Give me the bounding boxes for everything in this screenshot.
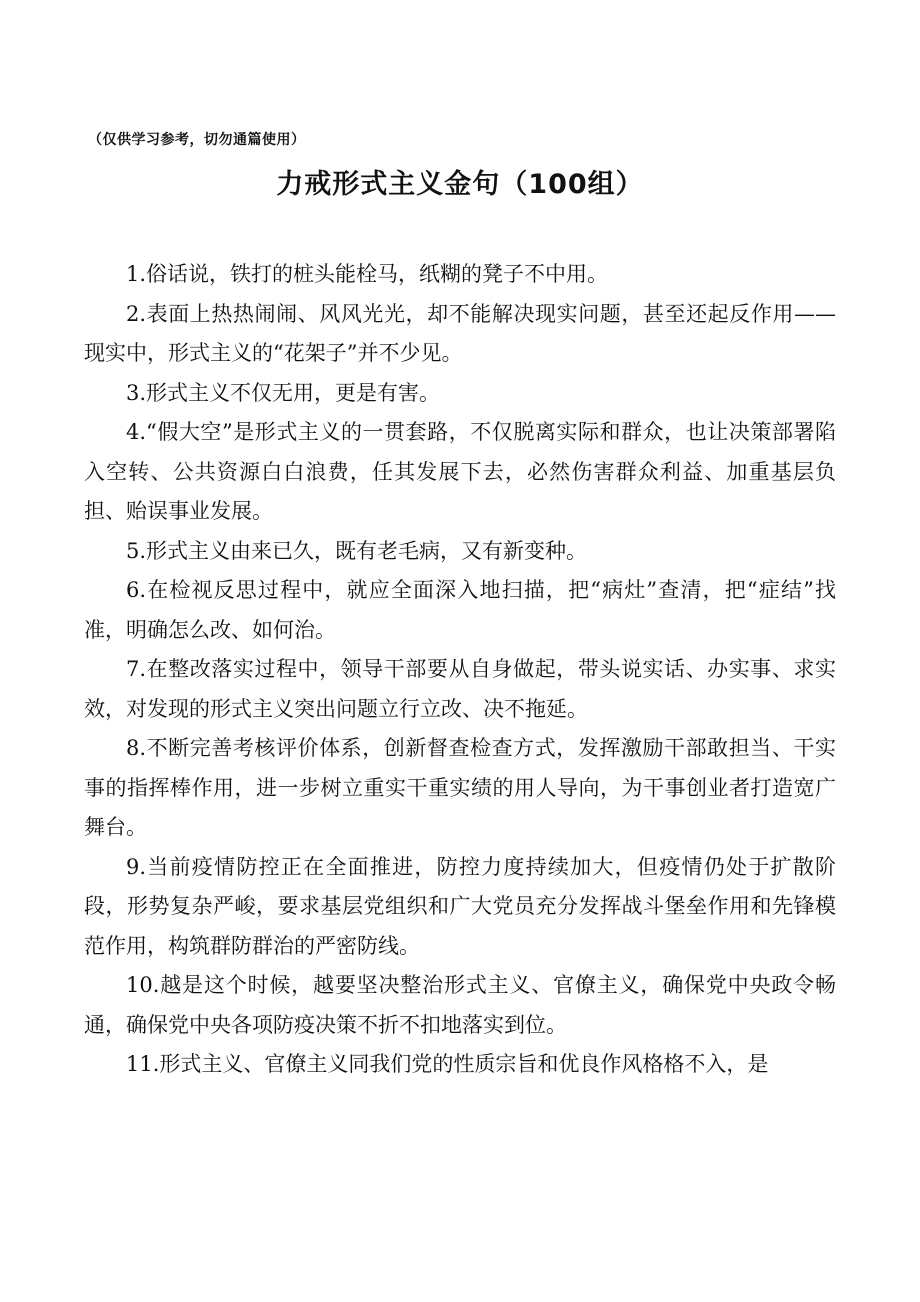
paragraph: 8.不断完善考核评价体系，创新督查检查方式，发挥激励干部敢担当、干实事的指挥棒作用，进一步树立重实干重实绩的用人导向，为干事创业者打造宽广舞台。 — [84, 736, 836, 839]
paragraph: 3.形式主义不仅无用，更是有害。 — [126, 380, 441, 405]
paragraph: 7.在整改落实过程中，领导干部要从自身做起，带头说实话、办实事、求实效，对发现的形式主义突出问题立行立改、决不拖延。 — [84, 657, 836, 721]
page-title: 力戒形式主义金句（100组） — [276, 169, 644, 200]
paragraph: 5.形式主义由来已久，既有老毛病，又有新变种。 — [126, 538, 588, 563]
paragraph: 9.当前疫情防控正在全面推进，防控力度持续加大，但疫情仍处于扩散阶段，形势复杂严峻，要求基层党组织和广大党员充分发挥战斗堡垒作用和先锋模范作用，构筑群防群治的严密防线。 — [84, 854, 836, 958]
paragraph: 4.“假大空”是形式主义的一贯套路，不仅脱离实际和群众，也让决策部署陷入空转、公共资源白白浪费，任其发展下去，必然伤害群众利益、加重基层负担、贻误事业发展。 — [84, 420, 836, 523]
paragraph: 10.越是这个时候，越要坚决整治形式主义、官僚主义，确保党中央政令畅通，确保党中央各项防疫决策不折不扣地落实到位。 — [84, 973, 836, 1037]
document-body — [84, 255, 836, 1085]
paragraph: 11.形式主义、官僚主义同我们党的性质宗旨和优良作风格格不入，是 — [126, 1052, 769, 1076]
disclaimer-note: （仅供学习参考，切勿通篇使用） — [88, 132, 306, 148]
paragraph: 2.表面上热热闹闹、风风光光，却不能解决现实问题，甚至还起反作用——现实中，形式主义的“花架子”并不少见。 — [84, 301, 836, 365]
paragraph: 1.俗话说，铁打的桩头能栓马，纸糊的凳子不中用。 — [126, 262, 609, 286]
paragraph: 6.在检视反思过程中，就应全面深入地扫描，把“病灶”查清，把“症结”找准，明确怎么改、如何治。 — [84, 578, 836, 642]
